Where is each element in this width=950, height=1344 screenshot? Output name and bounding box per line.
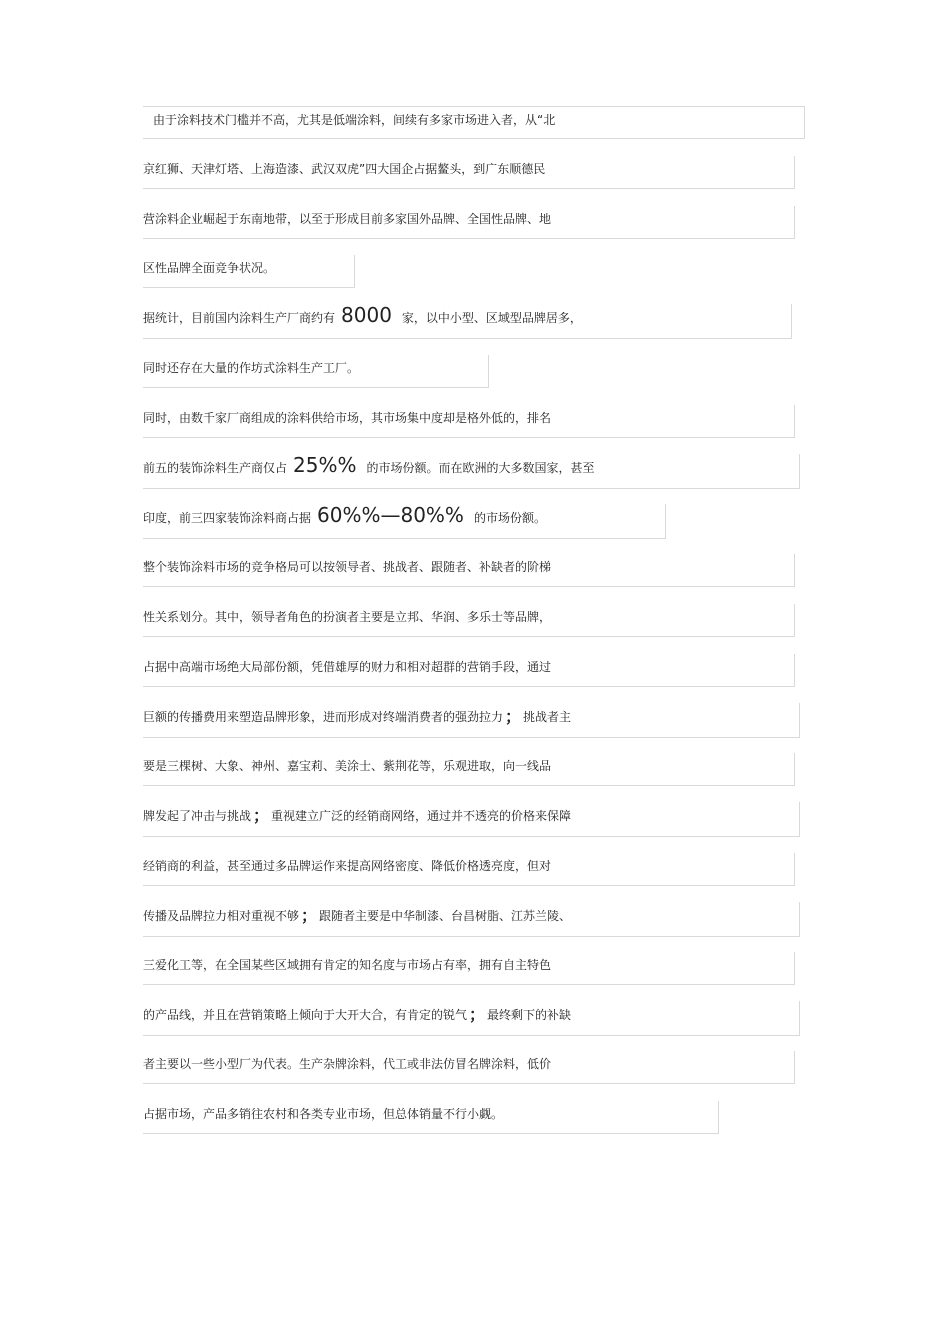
line-text: 三爱化工等，在全国某些区域拥有肯定的知名度与市场占有率，拥有自主特色 [143,958,552,972]
line-text-before: 传播及品牌拉力相对重视不够 [143,909,300,923]
text-line-9 [143,504,666,539]
text-line-8 [143,454,800,489]
line-text-after: 家，以中小型、区域型品牌居多， [401,311,582,325]
line-text-before: 印度，前三四家装饰涂料商占据 [143,511,312,525]
text-line-16 [143,853,795,886]
line-text: 区性品牌全面竞争状况。 [143,261,276,275]
line-text: 占据市场，产品多销往农村和各类专业市场，但总体销量不行小觑。 [143,1107,504,1121]
text-line-17 [143,902,800,937]
text-line-6 [143,355,489,388]
text-line-5 [143,304,792,339]
text-line-19 [143,1001,800,1036]
text-line-13 [143,703,800,738]
top-five-share: 25%% [293,453,357,477]
text-line-11 [143,604,795,637]
line-text: 整个装饰涂料市场的竞争格局可以按领导者、挑战者、跟随者、补缺者的阶梯 [143,560,552,574]
line-text: 性关系划分。其中，领导者角色的扮演者主要是立邦、华润、多乐士等品牌， [143,610,552,624]
semicolon: ； [469,1005,486,1024]
text-line-2 [143,156,795,189]
line-text-before: 前五的装饰涂料生产商仅占 [143,461,288,475]
line-text-after: 挑战者主 [523,710,572,724]
text-line-3 [143,206,795,239]
text-line-20 [143,1051,795,1084]
line-text: 者主要以一些小型厂为代表。生产杂牌涂料，代工或非法仿冒名牌涂料，低价 [143,1057,552,1071]
manufacturer-count: 8000 [341,303,392,327]
text-line-15 [143,802,800,837]
semicolon: ； [253,806,270,825]
top-three-four-share: 60%%—80%% [317,503,464,527]
line-text: 要是三棵树、大象、神州、嘉宝莉、美涂士、紫荆花等，乐观进取，向一线品 [143,759,552,773]
text-line-21 [143,1101,719,1134]
line-text-after: 跟随者主要是中华制漆、台昌树脂、江苏兰陵、 [319,909,572,923]
line-text-after: 重视建立广泛的经销商网络，通过并不透亮的价格来保障 [271,809,572,823]
semicolon: ； [301,906,318,925]
text-line-14 [143,753,795,786]
line-text: 同时还存在大量的作坊式涂料生产工厂。 [143,361,360,375]
text-line-18 [143,952,795,985]
semicolon: ； [505,707,522,726]
text-line-1 [143,106,805,139]
line-text-before: 巨额的传播费用来塑造品牌形象，进而形成对终端消费者的强劲拉力 [143,710,504,724]
line-text-after: 最终剩下的补缺 [487,1008,572,1022]
line-text-after: 的市场份额。 [473,511,546,525]
text-line-7 [143,405,795,438]
text-line-4 [143,255,355,288]
line-text: 营涂料企业崛起于东南地带，以至于形成目前多家国外品牌、全国性品牌、地 [143,212,552,226]
line-text: 由于涂料技术门槛并不高，尤其是低端涂料，间续有多家市场进入者，从“北 [153,112,556,127]
line-text-before: 据统计，目前国内涂料生产厂商约有 [143,311,336,325]
line-text: 京红狮、天津灯塔、上海造漆、武汉双虎”四大国企占据鳌头，到广东顺德民 [143,162,546,176]
text-line-10 [143,554,795,587]
text-line-12 [143,654,795,687]
line-text-after: 的市场份额。而在欧洲的大多数国家，甚至 [366,461,595,475]
line-text-before: 牌发起了冲击与挑战 [143,809,252,823]
line-text-before: 的产品线，并且在营销策略上倾向于大开大合，有肯定的锐气 [143,1008,468,1022]
line-text: 经销商的利益，甚至通过多品牌运作来提高网络密度、降低价格透亮度，但对 [143,859,552,873]
line-text: 占据中高端市场绝大局部份额，凭借雄厚的财力和相对超群的营销手段，通过 [143,660,552,674]
line-text: 同时，由数千家厂商组成的涂料供给市场，其市场集中度却是格外低的，排名 [143,411,552,425]
